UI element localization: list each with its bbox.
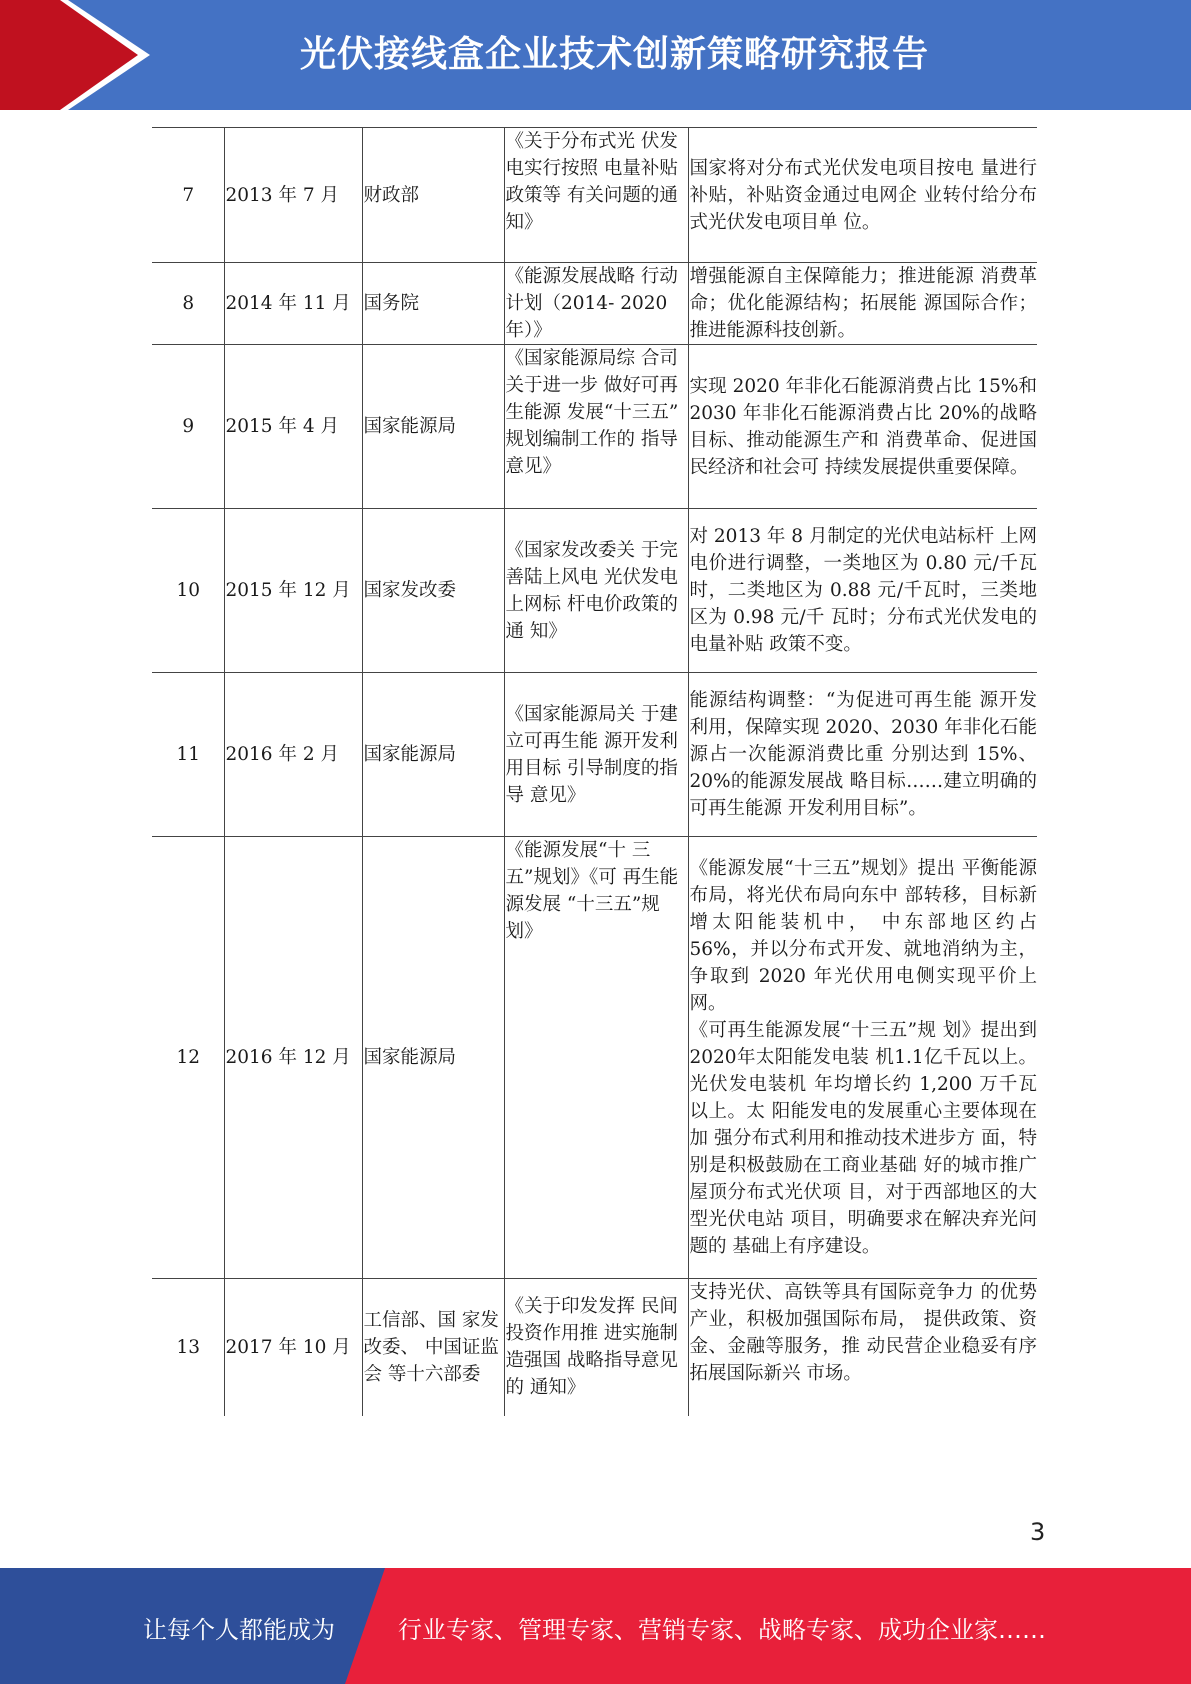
table-row [152,128,1037,263]
issuing-department: 国家能源局 [362,837,504,1279]
table-row [152,509,1037,673]
table-row [152,263,1037,345]
footer-slogan-right: 行业专家、管理专家、营销专家、战略专家、成功企业家…… [398,1616,1046,1644]
table-row [152,345,1037,509]
row-number: 9 [152,345,224,509]
policy-document-text: 《国家能源局综 合司关于进一步 做好可再生能源 发展“十三五” 规划编制工作的 指导意见》 [505,348,679,477]
row-number: 13 [152,1279,224,1416]
page-number: 3 [1030,1518,1046,1546]
policy-content [688,673,1037,837]
issue-date: 2015 年 4 月 [224,345,362,509]
policy-table [152,127,1037,1416]
policy-content-paragraph: 《能源发展“十三五”规划》提出 平衡能源布局，将光伏布局向东中 部转移，目标新增太阳能装机中， 中东部地区约占 56%，并以分布式开发、就地消纳为主，争取到 2020 年光伏用电侧实现平价上网。 [689,858,1037,1014]
policy-document [504,1279,688,1416]
issue-date: 2015 年 12 月 [224,509,362,673]
policy-content [688,509,1037,673]
footer-slogan-left: 让每个人都能成为 [143,1616,335,1644]
policy-document-text: 《关于分布式光 伏发电实行按照 电量补贴政策等 有关问题的通 知》 [505,131,678,233]
header-chevron-decoration [0,0,150,110]
issue-date: 2016 年 2 月 [224,673,362,837]
policy-document-text: 《能源发展“十 三五”规划》《可 再生能源发展 “十三五”规划》 [505,840,679,942]
policy-document-text: 《国家能源局关 于建立可再生能 源开发利用目标 引导制度的指导 意见》 [505,703,678,806]
table-row [152,837,1037,1279]
issue-date: 2016 年 12 月 [224,837,362,1279]
issuing-department: 国家发改委 [362,509,504,673]
policy-content [688,263,1037,345]
policy-content-text: 国家将对分布式光伏发电项目按电 量进行补贴，补贴资金通过电网企 业转付给分布式光伏发电项目单 位。 [689,157,1037,233]
policy-content-text: 实现 2020 年非化石能源消费占比 15%和 2030 年非化石能源消费占比 20%的战略目标、推动能源生产和 消费革命、促进国民经济和社会可 持续发展提供重要保障。 [689,375,1037,478]
footer-band [0,1568,1191,1684]
table-row [152,1279,1037,1416]
issuing-department: 国家能源局 [362,673,504,837]
policy-document [504,345,688,509]
policy-document [504,837,688,1279]
row-number: 12 [152,837,224,1279]
issuing-department: 国务院 [362,263,504,345]
issue-date: 2013 年 7 月 [224,128,362,263]
issuing-department: 工信部、国 家发改委、 中国证监会 等十六部委 [362,1279,504,1416]
report-title: 光伏接线盒企业技术创新策略研究报告 [300,34,930,75]
policy-document [504,509,688,673]
issuing-department: 国家能源局 [362,345,504,509]
header-band [0,0,1191,110]
policy-content [688,345,1037,509]
policy-content-text: 增强能源自主保障能力；推进能源 消费革命；优化能源结构；拓展能 源国际合作；推进能源科技创新。 [689,266,1037,341]
row-number: 7 [152,128,224,263]
policy-document [504,673,688,837]
policy-document [504,263,688,345]
policy-content-paragraph: 《可再生能源发展“十三五”规 划》提出到2020年太阳能发电装 机1.1亿千瓦以上。光伏发电装机 年均增长约 1,200 万千瓦以上。太 阳能发电的发展重心主要体现在加 强分布式利用和推动技术进步方 面，特别是积极鼓励在工商业基础 好的城市推广屋顶分布式光伏项 目，对于西部地区的大型光伏电站 项目，明确要求在解决弃光问题的 基础上有序建设。 [689,1020,1037,1257]
table-row [152,673,1037,837]
issuing-department: 财政部 [362,128,504,263]
policy-content [688,837,1037,1279]
row-number: 11 [152,673,224,837]
policy-document [504,128,688,263]
issue-date: 2014 年 11 月 [224,263,362,345]
policy-content-text: 能源结构调整：“为促进可再生能 源开发利用，保障实现 2020、2030 年非化石能源占一次能源消费比重 分别达到 15%、20%的能源发展战 略目标……建立明确的可再生能源 开发利用目标”。 [689,690,1037,819]
policy-document-text: 《能源发展战略 行动计划（2014- 2020 年）》 [505,266,678,341]
row-number: 8 [152,263,224,345]
policy-content [688,128,1037,263]
policy-document-text: 《国家发改委关 于完善陆上风电 光伏发电上网标 杆电价政策的通 知》 [505,539,678,642]
policy-document-text: 《关于印发发挥 民间投资作用推 进实施制造强国 战略指导意见的 通知》 [505,1296,678,1399]
policy-content-text: 支持光伏、高铁等具有国际竞争力 的优势产业，积极加强国际布局， 提供政策、资金、金融等服务，推 动民营企业稳妥有序拓展国际新兴 市场。 [689,1282,1037,1384]
policy-content-text: 对 2013 年 8 月制定的光伏电站标杆 上网电价进行调整，一类地区为 0.80 元/千瓦时，二类地区为 0.88 元/千瓦时，三类地区为 0.98 元/千 瓦时；分布式光伏发电的电量补贴 政策不变。 [689,526,1037,655]
policy-content [688,1279,1037,1416]
issue-date: 2017 年 10 月 [224,1279,362,1416]
row-number: 10 [152,509,224,673]
